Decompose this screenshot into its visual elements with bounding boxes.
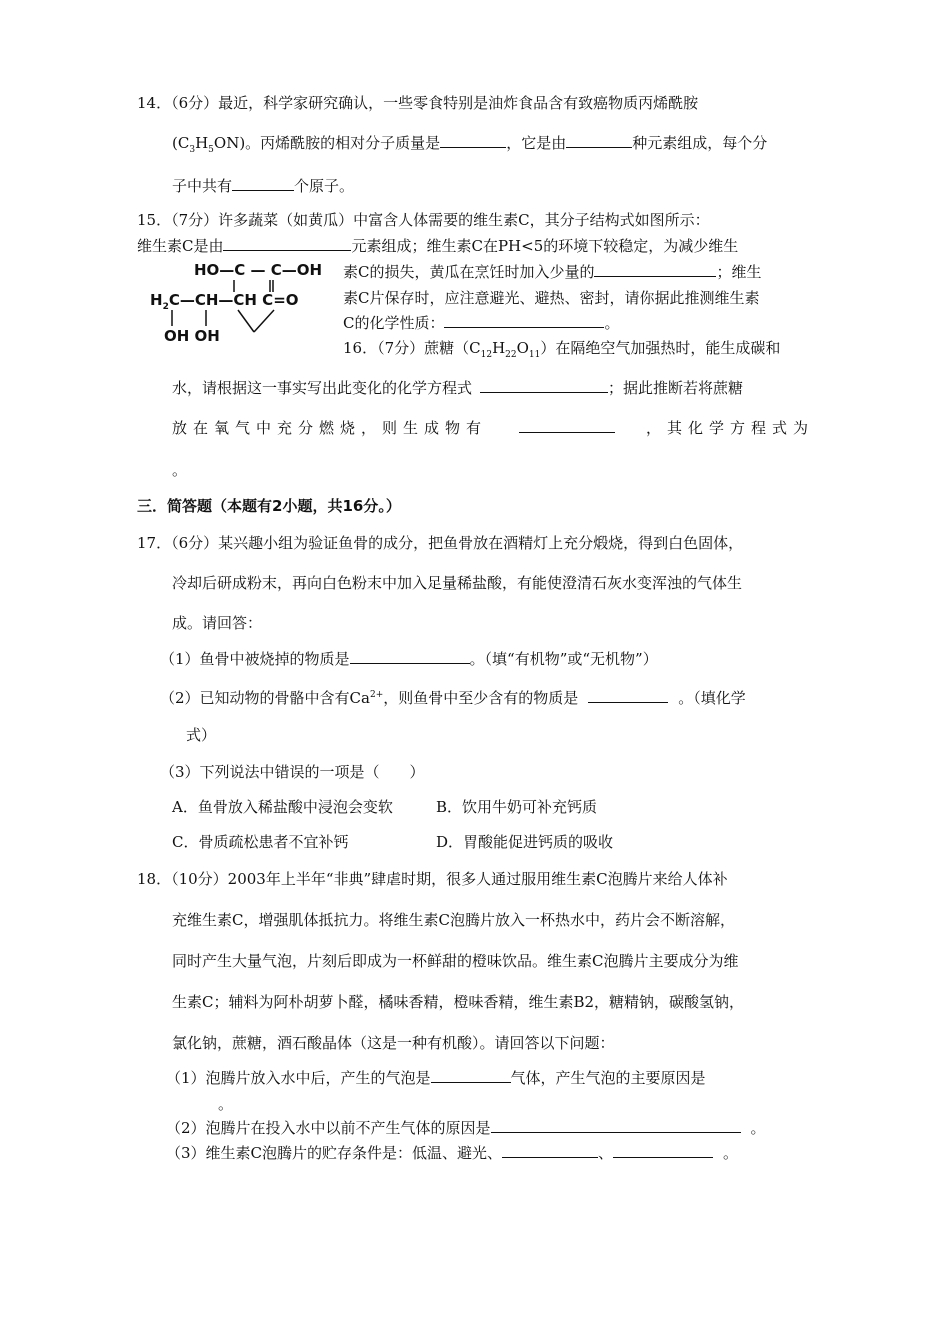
answer-blank-burned-substance[interactable] bbox=[350, 649, 470, 664]
q17-part2-cont: 式） bbox=[186, 726, 217, 744]
answer-blank-calcium-compound[interactable] bbox=[588, 688, 668, 703]
q15-line3: 素C的损失，黄瓜在烹饪时加入少量的 ；维生 bbox=[343, 263, 762, 281]
answer-blank-combustion-products[interactable] bbox=[519, 418, 615, 433]
q17-line1: 17．（6分）某兴趣小组为验证鱼骨的成分，把鱼骨放在酒精灯上充分煅烧，得到白色固体， bbox=[137, 534, 744, 552]
answer-blank-storage-1[interactable] bbox=[502, 1143, 598, 1158]
q15-line5: C的化学性质： 。 bbox=[343, 314, 620, 332]
answer-blank-no-gas-reason[interactable] bbox=[491, 1118, 741, 1133]
q14-formula: $(C_3H_5ON)$。丙烯酰胺的相对分子质量是 bbox=[172, 134, 441, 155]
q18-part2: （2）泡腾片在投入水中以前不产生气体的原因是 。 bbox=[166, 1119, 766, 1137]
q16-line2: 水，请根据这一事实写出此变化的化学方程式 ；据此推断若将蔗糖 bbox=[172, 379, 744, 397]
q15-line4: 素C片保存时，应注意避光、避热、密封，请你据此推测维生素 bbox=[343, 289, 760, 307]
answer-blank-chem-property[interactable] bbox=[444, 313, 604, 328]
q17-line3: 成。请回答： bbox=[172, 614, 263, 632]
q18-line2: 充维生素C，增强肌体抵抗力。将维生素C泡腾片放入一杯热水中，药片会不断溶解， bbox=[172, 911, 735, 929]
structure-bonds bbox=[150, 256, 340, 352]
q16-line4: 。 bbox=[172, 461, 188, 479]
answer-blank-vitc-elements[interactable] bbox=[223, 236, 351, 251]
q15-line2: 维生素C是由 元素组成；维生素C在PH<5的环境下较稳定，为减少维生 bbox=[137, 237, 739, 255]
answer-blank-molecular-mass[interactable] bbox=[440, 133, 506, 148]
q18-line3: 同时产生大量气泡，片刻后即成为一杯鲜甜的橙味饮品。维生素C泡腾片主要成分为维 bbox=[172, 952, 739, 970]
q17-part1: （1）鱼骨中被烧掉的物质是 。（填“有机物”或“无机物”） bbox=[160, 650, 658, 668]
q17-part2: （2）已知动物的骨骼中含有$Ca^{2+}$，则鱼骨中至少含有的物质是 。（填化学 bbox=[160, 689, 746, 707]
q18-part1: （1）泡腾片放入水中后，产生的气泡是 气体，产生气泡的主要原因是 bbox=[166, 1069, 706, 1087]
answer-blank-storage-2[interactable] bbox=[613, 1143, 713, 1158]
q18-line1: 18．（10分）2003年上半年“非典”肆虐时期，很多人通过服用维生素C泡腾片来给人体补 bbox=[137, 870, 728, 888]
answer-blank-atom-count[interactable] bbox=[232, 176, 294, 191]
q18-line5: 氯化钠，蔗糖，酒石酸晶体（这是一种有机酸）。请回答以下问题： bbox=[172, 1034, 615, 1052]
q17-option-d[interactable]: D．胃酸能促进钙质的吸收 bbox=[436, 833, 614, 851]
answer-blank-decomposition-equation[interactable] bbox=[480, 378, 608, 393]
q18-line4: 生素C；辅料为阿朴胡萝卜醛，橘味香精，橙味香精，维生素B2，糖精钠，碳酸氢钠， bbox=[172, 993, 745, 1011]
q18-part1-cont: 。 bbox=[218, 1095, 234, 1113]
q18-part3: （3）维生素C泡腾片的贮存条件是：低温、避光、 、 。 bbox=[166, 1144, 739, 1162]
answer-blank-additive[interactable] bbox=[594, 262, 716, 277]
q17-option-c[interactable]: C．骨质疏松患者不宜补钙 bbox=[172, 833, 349, 851]
section-3-heading: 三．简答题（本题有2小题，共16分。） bbox=[137, 497, 401, 515]
answer-blank-element-count[interactable] bbox=[566, 133, 632, 148]
q14-line3: 子中共有 个原子。 bbox=[172, 177, 355, 195]
q17-option-a[interactable]: A．鱼骨放入稀盐酸中浸泡会变软 bbox=[172, 798, 393, 816]
q15-line1: 15．（7分）许多蔬菜（如黄瓜）中富含人体需要的维生素C，其分子结构式如图所示： bbox=[137, 211, 710, 229]
q17-part3: （3）下列说法中错误的一项是（ ） bbox=[160, 763, 425, 781]
q14-line2: $(C_3H_5ON)$。丙烯酰胺的相对分子质量是 ，它是由 种元素组成，每个分 bbox=[172, 134, 768, 155]
answer-blank-gas-type[interactable] bbox=[431, 1068, 511, 1083]
q14-line1: 14．（6分）最近，科学家研究确认，一些零食特别是油炸食品含有致癌物质丙烯酰胺 bbox=[137, 94, 699, 112]
structure-row2: $H_2C—CH—CH$ C=O bbox=[150, 291, 299, 312]
structure-row3: OH OH bbox=[164, 327, 220, 345]
vitamin-c-structure-figure bbox=[150, 256, 340, 352]
q17-option-b[interactable]: B．饮用牛奶可补充钙质 bbox=[436, 798, 598, 816]
q16-line1: 16．（7分）蔗糖$(C_{12}H_{22}O_{11})$在隔绝空气加强热时，能生成碳和 bbox=[343, 339, 781, 360]
q16-line3: 放在氧气中充分燃烧，则生成物有 ，其化学方程式为 bbox=[172, 419, 814, 437]
q17-line2: 冷却后研成粉末，再向白色粉末中加入足量稀盐酸，有能使澄清石灰水变浑浊的气体生 bbox=[172, 574, 743, 592]
structure-row1: HO—C — C—OH bbox=[194, 261, 323, 279]
